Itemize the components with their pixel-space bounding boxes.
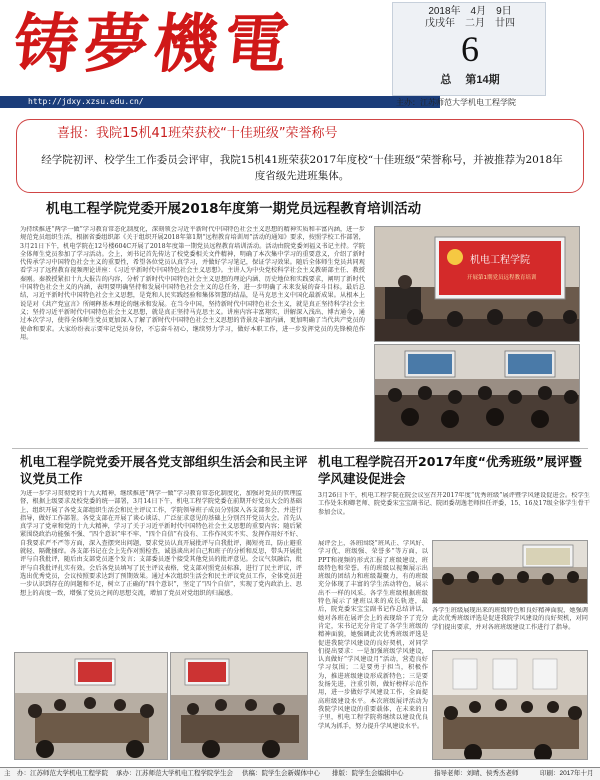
issue-info-box — [392, 2, 546, 96]
article2-photo-left — [14, 652, 168, 760]
article3-body-main: 展评会上，各班围绕“班风正、学风好、学习优、班级强、荣誉多”等方面，以PPT和视频的形式汇报了班级建设、班级特色和荣誉。有的班级以视频展示出班级的团结力和班级凝聚力，有的班级充分体现了丰富的学生活动特色，展示出不一样的风采。各学生班级根据班级特色展示了建班以来的成长轨迹，最后，院党委宋宝宝副书记作总结讲话，她对各班在展评会上的表现给予了充分肯定，宋书记充分肯定了各学生班级的精神面貌，她强调此次优秀班级评选是促进我院学风建设的良好契机，对同学们提出要求：一是加强班级学风建设，认真做好“学风建设月”活动，营造良好学习氛围；二是要勇于担当，积极作为，推进班级建设形成新特色；三是要发扬先进，注重引领，做好榜样示范作用，进一步做好学风建设工作，全面提高班级建设水平。本次班级展评活动为我院学风建设的重要载体，在未来的日子里，机电工程学院将继续以建设优良学风为抓手，努力提升学风建设水平。 — [318, 540, 428, 730]
newspaper-title: 铸夢機電 — [10, 7, 298, 82]
sponsor-line: 主办：江苏师范大学机电工程学院 — [396, 98, 516, 107]
article2-body: 为进一步学习贯彻党的十九大精神，继续推进“两学一做”学习教育常态化制度化，加强对党员的管理监督，根据上级要求及校党委的统一部署，3月14日下午，机电工程学院党委在前期开好党员大会的基础上，组织开展了各党支部组织生活会和民主评议工作，学院领导班子成员分别深入各支部参会、并进行指导，做好工作部署。各党支部在开展了谈心谈话、广泛征求意见的基础上分别召开党员大会。首先认真学习了党章和党的十九大精神，学习了关于习近平新时代中国特色社会主义思想的重要内容；随后紧紧围绕政治功能强不强、“四个意识”牢不牢、“四个自信”有没有、工作作风实不实、发挥作用好不好、自我要求严不严等方面，深入查摆突出问题，要求党员认真开展批评与自我批评，揭短亮丑，防止避重就轻、隔靴搔痒。各支部书记在会上先作对照检查，诚恳谈出对自己和班子的分析和反思，带头开展批评与自我批评，随后由支部党员逐个发言；支部委员逐个接受其他党员的批评意见。会议气氛融洽，批评与自我批评扎实有效。会后各党员填写了民主评议表格，党支部对照党员标准，进行了民主评议，评选出优秀党员，会议按照要求达到了预期效果。通过本次组织生活会和民主评议党员工作，全体党员进一步认识到存在的问题和不足，树立了正确的“四个意识”，坚定了“四个自信”，实现了党内政治上、思想上的高度一致，增强了党员之间的思想交流，增加了党员对党组织的归属感。 — [20, 490, 302, 597]
footer-advisor: 指导老师：刘晴、侯秀杰老师 — [434, 770, 519, 777]
announcement-body: 经学院初评、校学生工作委员会评审，我院15机41班荣获2017年度校“十佳班级”荣誉称号，并被推荐为2018年度省级先进班集体。 — [41, 154, 563, 182]
article2-title: 机电工程学院党委开展各党支部组织生活会和民主评议党员工作 — [20, 454, 308, 486]
article3-photo-bottom — [432, 650, 588, 760]
class-showcase-photo-top — [433, 541, 588, 604]
lunar-date: 戊戌年 二月 廿四 — [425, 18, 515, 29]
footer-organizer: 主 办：江苏师范大学机电工程学院 — [4, 770, 108, 777]
footer-provider: 供稿：院学生会新媒体中心 — [242, 770, 320, 777]
meeting-photo-illustration — [375, 227, 580, 342]
lecture-photo-illustration — [375, 345, 580, 442]
footer-bar — [0, 767, 600, 780]
footer-layout: 排版：院学生会编辑中心 — [332, 770, 404, 777]
article1-photo-lecture — [374, 344, 580, 442]
issue-number: 6 — [461, 29, 479, 69]
total-issue: 总 第14期 — [440, 74, 500, 86]
article3-body-intro: 3月26日下午，机电工程学院在院会议室召开2017年度“优秀班级”展评暨学风建设促进会。校学生工作处朱和卿老师、院党委宋宝宝副书记、院团委胡逸老师担任评委，15、16及17级全体学生骨干参加会议。 — [318, 492, 590, 516]
announcement-title: 喜报：我院15机41班荣获校“十佳班级”荣誉称号 — [57, 126, 338, 141]
masthead — [0, 0, 600, 108]
branch-meeting-photo-right — [171, 653, 308, 760]
article1-title: 机电工程学院党委开展2018年度第一期党员远程教育培训活动 — [46, 201, 422, 217]
class-showcase-photo-bottom — [433, 651, 588, 760]
article1-body: 为持续推进“两学一做”学习教育常态化制度化，深刻领会习近平新时代中国特色社会主义思想的精神实质和丰富内涵，进一步规范党员组织生活，根据省委组织部《关于组织开展2018年第1期“远程教育培训周”活动的通知》要求，按照学校工作部署，3月21日下午，机电学院在12号楼604C开展了2018年度第一期党员远程教育培训活动。活动由院党委刘福义书记主持。学院全体师生党员参加了学习活动。会上，刘书记首先传达了校党委相关文件精神，明确了本次集中学习的重要意义，介绍了新时代传承学习中国特色社会主义的重要性，希望各位党员认真学习，并做好学习笔记，保证学习效果。随后全体师生党员共同观看学习了远程教育视频理论讲座：《习近平新时代中国特色社会主义思想》。主讲人为中央党校科学社会主义教研部主任、教授秦刚。秦教授紧扣十九大报告的内容，分析了新时代中国特色社会主义思想的理论内涵、历史地位和实践要求，阐明了新时代中国特色社会主义的内涵，表明要明确坚持和发展中国特色社会主义的总任务，进一步明确了未来发展的奋斗目标。最后总结，习近平新时代中国特色社会主义思想，是党和人民实践经验和集体智慧的结晶，是马克思主义中国化最新成果。从根本上说是对《共产党宣言》所阐释基本理论的继承和发展。在当今中国，坚持新时代中国特色社会主义，就是真正坚持科学社会主义；坚持习近平新时代中国特色社会主义思想，就是真正坚持马克思主义。讲座内容丰富翔实，讲解深入浅出、博古通今，通过本次学习，使得全体师生党员更加深入了解了新时代中国特色社会主义思想的背景及丰富内涵，更加明确了当代共产党员的使命和要求。大家纷纷表示要牢记党员身份，不忘奋斗初心，继续努力学习，做好本职工作，进一步发挥党员的先锋模范作用。 — [20, 226, 365, 341]
issue-date — [393, 6, 547, 30]
branch-meeting-photo-left — [15, 653, 168, 760]
article3-photo-top — [432, 540, 588, 604]
website-url[interactable]: http://jdxy.xzsu.edu.cn/ — [0, 96, 440, 108]
slide-title-text: 机电工程学院 — [470, 255, 530, 266]
article3-title: 机电工程学院召开2017年度“优秀班级”展评暨学风建设促进会 — [318, 454, 582, 486]
article1-photo-meeting — [374, 226, 580, 342]
announcement-box — [16, 119, 584, 193]
slide-subtitle-text: 开展第1期党员远程教育培训 — [467, 275, 537, 281]
section-divider — [12, 448, 588, 449]
footer-print: 印刷：2017年十月 — [540, 770, 594, 777]
gregorian-date: 2018年 4月 9日 — [428, 6, 512, 17]
footer-contractor: 承办：江苏师范大学机电工程学院学生会 — [116, 770, 233, 777]
article2-photo-right — [170, 652, 308, 760]
article3-body-continued: 各学生班级展现出来的班级特色和良好精神面貌，她强调此次优秀班级评选是促进我院学风建设的良好契机，对同学们提出要求，并对各班班级建设工作进行了指导。 — [432, 607, 588, 631]
